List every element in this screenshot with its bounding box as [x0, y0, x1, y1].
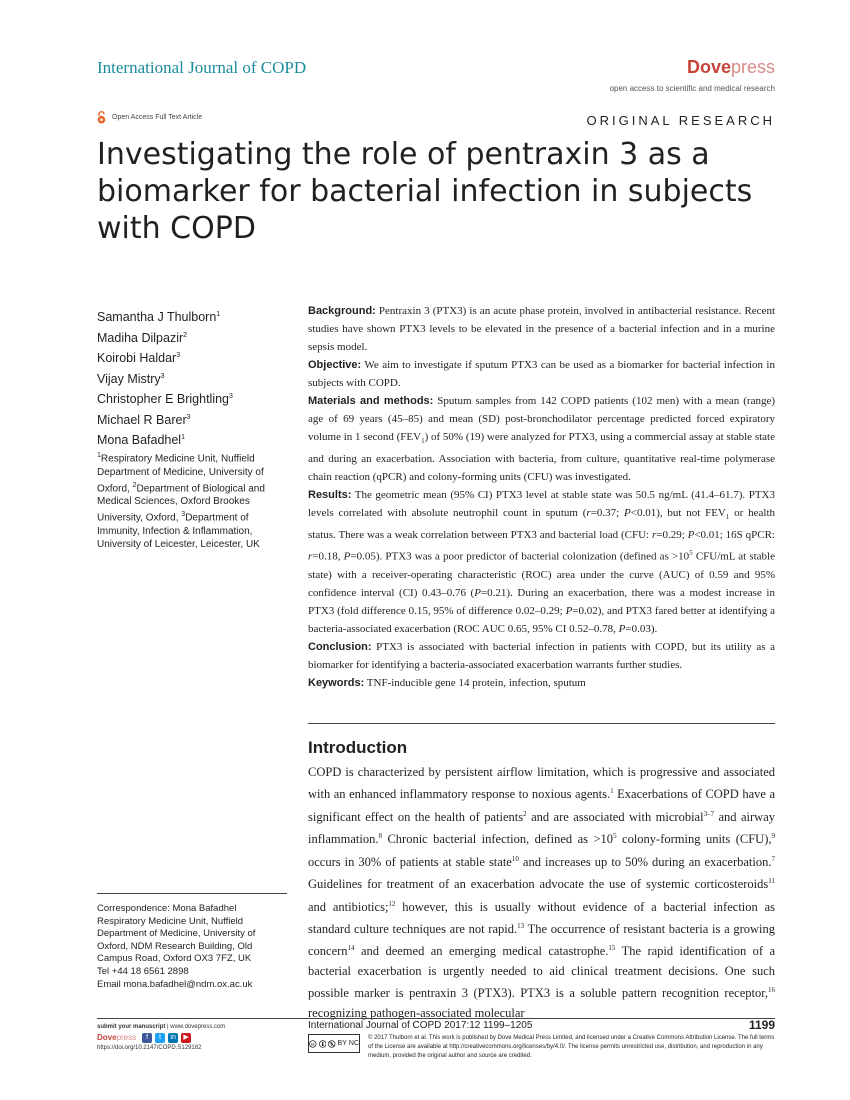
doi-link[interactable]: https://doi.org/10.2147/COPD.S129182 [97, 1045, 202, 1051]
cc-by-label: BY [337, 1040, 347, 1047]
license-text: © 2017 Thulborn et al. This work is published by Dove Medical Press Limited, and licensed under a Creative Commons Attribution License. The full terms of the License are available at http://creativecommons.org/licenses/by/4.0/. The license permits unrestricted use, distribution, and reproduction in any medium, provided the original author and source are credited. [368, 1035, 775, 1059]
abstract-keywords: Keywords: TNF-inducible gene 14 protein, infection, sputum [308, 677, 586, 690]
abstract-conclusion: Conclusion: PTX3 is associated with bacterial infection in patients with COPD, but its utility as a biomarker for identifying a bacteria-associated exacerbation warrants further studies. [308, 641, 775, 672]
abstract-results: Results: The geometric mean (95% CI) PTX3 level at stable state was 50.5 ng/mL (41.4–61.7). PTX3 levels correlated with absolute neutrophil count in sputum (r=0.37; P<0.01), but not $FEV_1$ or health status. There was a weak correlation between PTX3 and bacterial load (CFU: r=0.29; P<0.01; 16S qPCR: r=0.18, P=0.05). PTX3 was a poor predictor of bacterial colonization (defined as $>10^5$ CFU/mL at stable state) with a receiver-operating characteristic (ROC) area under the curve (AUC) of 0.59 and 95% confidence interval (CI) 0.43–0.76 (P=0.21). During an exacerbation, there was a modest increase in PTX3 (fold difference 0.15, 95% of difference 0.02–0.29; P=0.02), and PTX3 fared better at identifying a bacteria-associated exacerbation (ROC AUC 0.65, 95% CI 0.52–0.78, P=0.03). [308, 489, 776, 636]
submit-manuscript-link[interactable]: www.dovepress.com [170, 1024, 226, 1030]
submit-manuscript-label: submit your manuscript [97, 1024, 166, 1030]
introduction-text: COPD is characterized by persistent airflow limitation, which is progressive and associated with an enhanced inflammatory response to noxious agents.$^1$ Exacerbations of COPD have a significant effect on the health of patients$^2$ and are associated with microbial$^{3-7}$ and airway inflammation.$^8$ Chronic bacterial infection, defined as $>10^5$ colony-forming units (CFU),$^9$ occurs in 30% of patients at stable state$^{10}$ and increases up to 50% during an exacerbation.$^7$ Guidelines for treatment of an exacerbation advocate the use of systemic corticosteroids$^{11}$ and antibiotics;$^{12}$ however, this is usually without evidence of a bacterial infection as standard culture techniques are not rapid.$^{13}$ The occurrence of resistant bacteria is a growing concern$^{14}$ and deemed an emerging medical catastrophe.$^{15}$ The rapid identification of a bacterial exacerbation is urgently needed to aid clinical treatment decisions. One such possible marker is pentraxin 3 (PTX3). PTX3 is a soluble pattern recognition receptor,$^{16}$ recognizing pathogen-associated molecular [308, 765, 776, 1020]
author: Mona Bafadhel$^1$ [97, 433, 185, 448]
abstract-background: Background: Pentraxin 3 (PTX3) is an acute phase protein, involved in antibacterial resistance. Recent studies have shown PTX3 levels to be elevated in the presence of a bacterial infection and in a murine sepsis model. [308, 305, 775, 353]
svg-text:cc: cc [310, 1041, 315, 1046]
logo-part-dove: Dove [686, 57, 731, 77]
journal-name: International Journal of COPD [97, 58, 307, 77]
page-number: 1199 [748, 1018, 775, 1032]
cc-nc-label: NC [348, 1040, 360, 1047]
creative-commons-badge[interactable] [308, 1034, 360, 1053]
linkedin-icon[interactable]: in [168, 1033, 178, 1043]
open-access-badge [97, 111, 202, 124]
affiliations: $^1$Respiratory Medicine Unit, Nuffield Department of Medicine, University of Oxford, $^2$Department of Biological and Medical Sciences, Oxford Brookes University, Oxford, $^3$Department of Immunity, Infection & Inflammation, University of Leicester, Leicester, UK [97, 452, 265, 551]
abstract-objective: Objective: We aim to investigate if sputum PTX3 can be used as a biomarker for bacterial infection in subjects with COPD. [308, 359, 775, 389]
logo-part-press: press [730, 57, 775, 77]
footer-dovepress-logo[interactable]: Dovepress [97, 1032, 137, 1042]
twitter-icon[interactable]: t [155, 1033, 165, 1043]
correspondence-divider [97, 893, 287, 894]
author: Madiha Dilpazir$^2$ [97, 330, 188, 345]
dovepress-logo[interactable] [687, 57, 775, 78]
article-title: Investigating the role of pentraxin 3 as a biomarker for bacterial infection in subjects with COPD [97, 137, 753, 246]
facebook-icon[interactable]: f [142, 1033, 152, 1043]
social-icons [142, 1033, 191, 1043]
correspondence-block: Correspondence: Mona Bafadhel Respiratory Medicine Unit, Nuffield Department of Medicine, University of Oxford, NDM Research Building, Old Campus Road, Oxford OX3 7FZ, UK Tel +44 18 6561 2898 Email mona.bafadhel@ndm.ox.ac.uk [97, 903, 297, 991]
abstract-divider [308, 723, 775, 724]
author: Samantha J Thulborn$^1$ [97, 310, 221, 325]
author-list [97, 306, 233, 450]
attribution-icon [319, 1038, 327, 1050]
author: Koirobi Haldar$^3$ [97, 351, 181, 366]
publisher-tagline: open access to scientific and medical research [609, 84, 775, 93]
footer-left: submit your manuscript | www.dovepress.com Dovepress f t in ▶ https://doi.org/10.2147/COPD.S129182 [97, 1024, 226, 1051]
author: Michael R Barer$^3$ [97, 412, 191, 427]
noncommercial-icon [328, 1038, 336, 1050]
footer-divider [97, 1018, 775, 1019]
abstract-methods: Materials and methods: Sputum samples from 142 COPD patients (102 men) with a mean (range) age of 69 years (45–85) and mean (SD) post-bronchodilator percentage predicted forced expiratory volume in 1 second $(FEV_1)$ of 50% (19) were analyzed for PTX3, using a commercial assay at stable state and during an exacerbation. Association with bacteria, from culture, quantitative real-time polymerase chain reaction (qPCR) and colony-forming units (CFU) was investigated. [308, 395, 775, 484]
author: Vijay Mistry$^3$ [97, 371, 165, 386]
abstract [308, 302, 775, 692]
author: Christopher E Brightling$^3$ [97, 392, 233, 407]
section-heading-introduction: Introduction [308, 738, 408, 757]
article-type: ORIGINAL RESEARCH [586, 113, 775, 128]
youtube-icon[interactable]: ▶ [181, 1033, 191, 1043]
citation: International Journal of COPD 2017:12 1199–1205 [308, 1020, 533, 1031]
open-access-label: Open Access Full Text Article [112, 114, 203, 121]
cc-icon [309, 1038, 317, 1050]
correspondence-email[interactable]: Email mona.bafadhel@ndm.ox.ac.uk [97, 978, 253, 990]
open-access-lock-icon [97, 111, 106, 124]
